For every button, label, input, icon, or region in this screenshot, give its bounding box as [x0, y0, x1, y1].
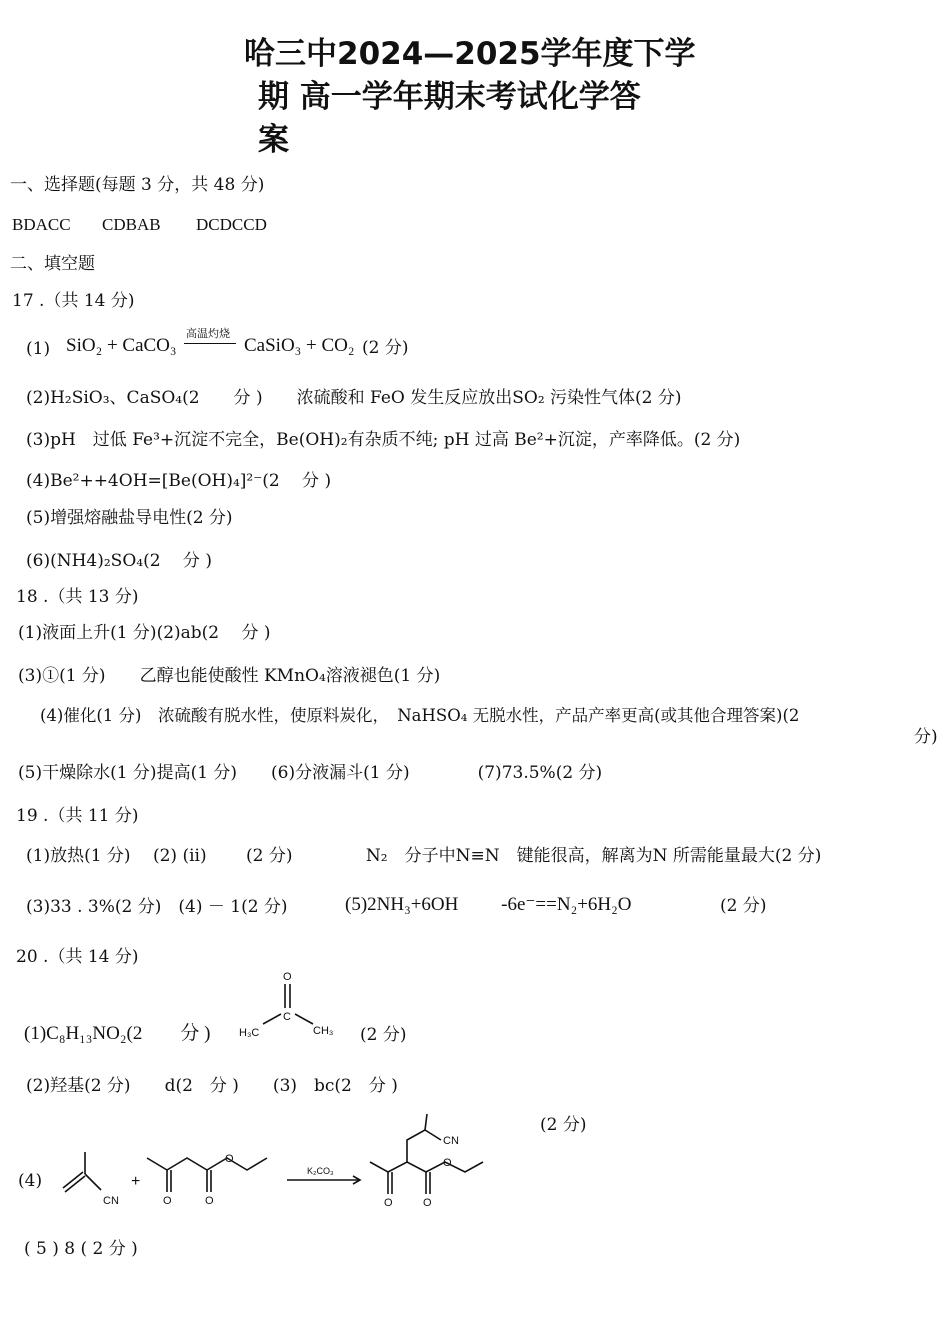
q19-p3: (3)33 . 3%(2 分) (4) － 1(2 分) [26, 897, 288, 917]
ester-carbonyl-oxygen: O [205, 1195, 214, 1207]
mc-answers-2: CDBAB [102, 215, 161, 234]
q17-p1-score: (2 分) [362, 338, 409, 358]
q17-p4: (4)Be²++4OH=[Be(OH)₄]²⁻(2 分 ) [26, 471, 332, 491]
product-ester-oxygen: O [443, 1157, 452, 1169]
q17-p3: (3)pH 过低 Fe³+沉淀不完全，Be(OH)₂有杂质不纯; pH 过高 Be²+沉淀，产率降低。(2 分) [26, 430, 741, 450]
title-line-3: 案 [258, 122, 289, 158]
acetone-bond-left [263, 1014, 281, 1024]
q20-p2: (2)羟基(2 分) d(2 分 ) (3) bc(2 分 ) [26, 1076, 398, 1096]
alkene-cn-bond [85, 1174, 101, 1190]
section1-heading: 一、选择题(每题 3 分，共 48 分) [10, 175, 265, 195]
q18-p4-line2: 分) [914, 727, 938, 747]
acetone-bond-right [295, 1014, 313, 1024]
q18-heading: 18 .（共 13 分) [16, 587, 139, 607]
q20-p4-score: (2 分) [540, 1115, 587, 1135]
product-cn-bond [425, 1130, 441, 1140]
q20-heading: 20 .（共 14 分) [16, 947, 139, 967]
q17-p2: (2)H₂SiO₃、CaSO₄(2 分 ) 浓硫酸和 FeO 发生反应放出SO₂ 污染性气体(2 分) [26, 388, 682, 408]
q20-reaction-scheme [55, 1110, 505, 1215]
q20-p1: (1)C₈H₁₃NO₂(2 分 ) [24, 1023, 211, 1044]
q19-heading: 19 .（共 11 分) [16, 806, 139, 826]
reactant1-cn: CN [103, 1195, 119, 1207]
product-main-chain [370, 1162, 483, 1172]
q17-p1-num: (1) [26, 339, 51, 359]
q18-p3: (3)①(1 分) 乙醇也能使酸性 KMnO₄溶液褪色(1 分) [18, 666, 441, 686]
acetone-methyl-right: CH₃ [313, 1025, 334, 1037]
q17-p1-lhs: SiO₂ + CaCO₃ [66, 335, 177, 356]
acetone-oxygen: O [283, 971, 292, 983]
product-ketone-oxygen: O [384, 1197, 393, 1209]
q18-p1: (1)液面上升(1 分)(2)ab(2 分 ) [18, 623, 271, 643]
acetone-carbon: C [283, 1011, 291, 1023]
q19-p1: (1)放热(1 分) (2) (ii) (2 分) N₂ 分子中N≡N 键能很高，解离为N 所需能量最大(2 分) [26, 846, 822, 866]
ketoester-chain [147, 1158, 267, 1170]
q18-p4-line1: (4)催化(1 分) 浓硫酸有脱水性，使原料炭化， NaHSO₄ 无脱水性，产品产率更高(或其他合理答案)(2 [40, 706, 800, 725]
q20-p1-score: (2 分) [360, 1025, 407, 1045]
ester-oxygen: O [225, 1153, 234, 1165]
mc-answers-1: BDACC [12, 215, 71, 234]
acetone-structure [235, 968, 345, 1043]
q17-p1-rhs: CaSiO₃ + CO₂ [244, 335, 355, 356]
q20-p5: ( 5 ) 8 ( 2 分 ) [24, 1239, 138, 1259]
q20-p4-num: (4) [18, 1171, 43, 1191]
q18-p5: (5)干燥除水(1 分)提高(1 分) (6)分液漏斗(1 分) (7)73.5%(2 分) [18, 763, 603, 783]
acetone-methyl-left: H₃C [239, 1027, 260, 1039]
ketone-oxygen: O [163, 1195, 172, 1207]
section2-heading: 二、填空题 [10, 254, 95, 274]
mc-answers-3: DCDCCD [196, 215, 267, 234]
q19-p5: (5)2NH₃+6OH -6e⁻==N₂+6H₂O [345, 894, 632, 915]
product-ester-carbonyl-oxygen: O [423, 1197, 432, 1209]
reagent-label: K₂CO₃ [307, 1166, 334, 1176]
product-side-chain [407, 1114, 427, 1162]
title-line-1: 哈三中2024—2025学年度下学 [244, 36, 696, 72]
title-line-2: 期 高一学年期末考试化学答 [258, 79, 641, 115]
reaction-arrow-line [184, 343, 236, 344]
q17-p5: (5)增强熔融盐导电性(2 分) [26, 508, 233, 528]
q17-p1-condition: 高温灼烧 [186, 327, 230, 340]
q19-p5-score: (2 分) [720, 896, 767, 916]
q17-p6: (6)(NH4)₂SO₄(2 分 ) [26, 551, 212, 571]
plus-sign: + [131, 1173, 141, 1190]
q17-heading: 17 .（共 14 分) [12, 291, 135, 311]
product-cn: CN [443, 1135, 459, 1147]
